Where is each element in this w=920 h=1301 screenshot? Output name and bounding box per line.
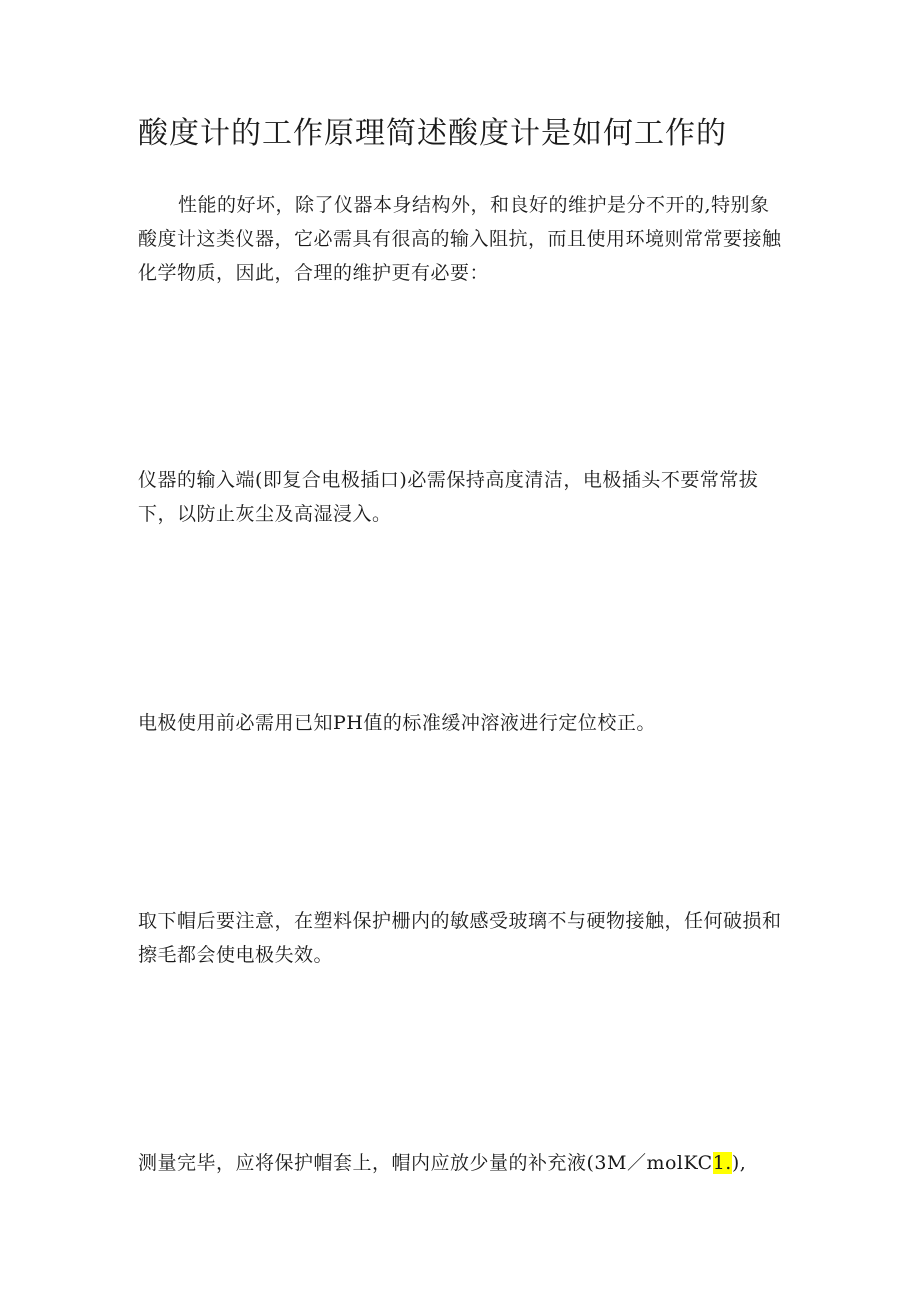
- paragraph-input-terminal: 仪器的输入端(即复合电极插口)必需保持高度清洁，电极插头不要常常拔下，以防止灰尘及高湿浸入。: [138, 469, 759, 525]
- paragraph-calibration: 电极使用前必需用已知PH值的标准缓冲溶液进行定位校正。: [138, 712, 656, 734]
- highlighted-text: 1.: [712, 1152, 732, 1174]
- paragraph-cap-removal: 取下帽后要注意，在塑料保护栅内的敏感受玻璃不与硬物接触，任何破损和擦毛都会使电极失效。: [138, 910, 782, 966]
- paragraph-after-measurement: [138, 1146, 788, 1180]
- paragraph-intro: 性能的好坏，除了仪器本身结构外，和良好的维护是分不开的,特别象酸度计这类仪器，它必需具有很高的输入阻抗，而且使用环境则常常要接触化学物质，因此，合理的维护更有必要：: [138, 194, 782, 284]
- paragraph-text-after: ),: [731, 1152, 747, 1174]
- document-title: 酸度计的工作原理简述酸度计是如何工作的: [138, 116, 727, 151]
- paragraph-text-before: 测量完毕，应将保护帽套上，帽内应放少量的补充液(3M／molKC: [138, 1152, 713, 1174]
